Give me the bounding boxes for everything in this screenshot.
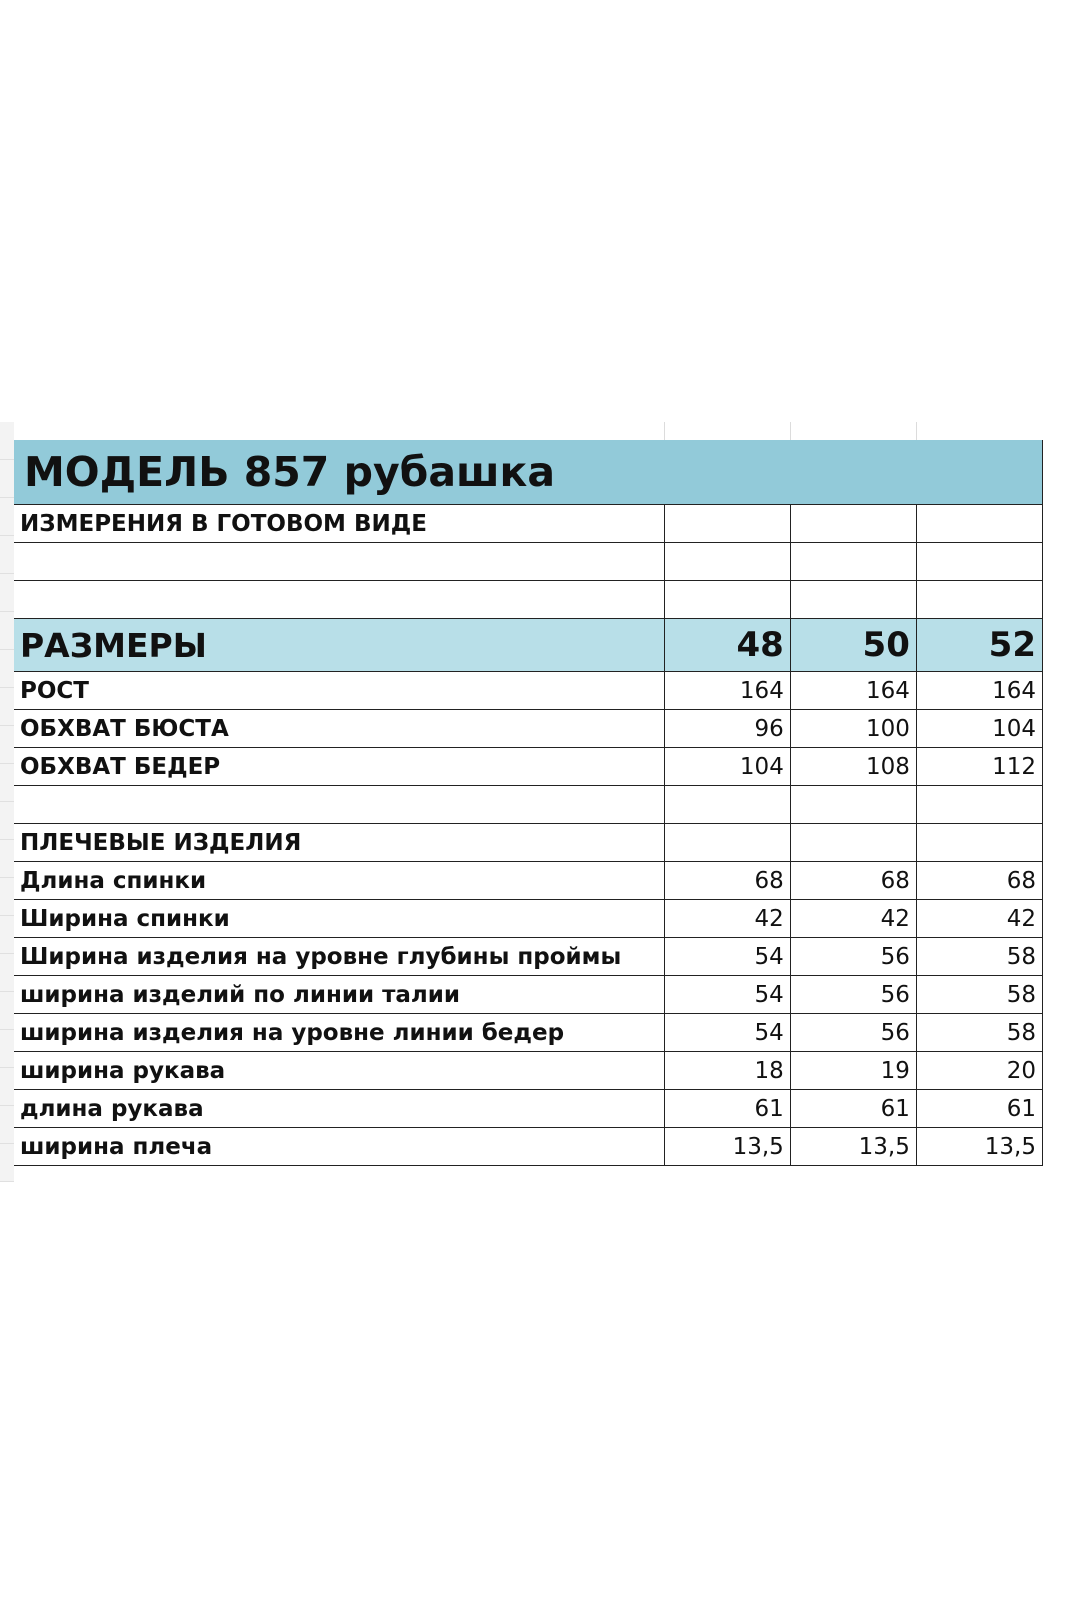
value-cell: 108	[790, 748, 916, 786]
empty-cell	[664, 786, 790, 824]
value-cell: 96	[664, 710, 790, 748]
measurement-row	[14, 1014, 1043, 1052]
measurement-row	[14, 976, 1043, 1014]
value-cell: 13,5	[790, 1128, 916, 1166]
value-cell: 19	[790, 1052, 916, 1090]
section-label: ПЛЕЧЕВЫЕ ИЗДЕЛИЯ	[14, 824, 664, 862]
empty-cell	[916, 581, 1042, 619]
value-cell: 164	[916, 672, 1042, 710]
value-cell: 104	[916, 710, 1042, 748]
empty-cell	[790, 505, 916, 543]
row-label: ширина изделия на уровне линии бедер	[14, 1014, 664, 1052]
value-cell: 58	[916, 938, 1042, 976]
value-cell: 13,5	[916, 1128, 1042, 1166]
measurement-row	[14, 1090, 1043, 1128]
row-label: ОБХВАТ БЕДЕР	[14, 748, 664, 786]
size-48: 48	[664, 619, 790, 672]
value-cell: 164	[790, 672, 916, 710]
value-cell: 42	[790, 900, 916, 938]
sizes-label: РАЗМЕРЫ	[14, 619, 664, 672]
value-cell: 56	[790, 938, 916, 976]
empty-cell	[790, 824, 916, 862]
value-cell: 56	[790, 976, 916, 1014]
value-cell: 61	[790, 1090, 916, 1128]
value-cell: 18	[664, 1052, 790, 1090]
empty-cell	[14, 786, 664, 824]
grid-line	[916, 422, 917, 442]
measurement-row	[14, 748, 1043, 786]
empty-cell	[14, 543, 664, 581]
empty-cell	[790, 543, 916, 581]
value-cell: 68	[916, 862, 1042, 900]
value-cell: 68	[664, 862, 790, 900]
value-cell: 58	[916, 976, 1042, 1014]
row-gutter	[0, 422, 14, 1182]
empty-cell	[916, 786, 1042, 824]
empty-cell	[916, 505, 1042, 543]
size-50: 50	[790, 619, 916, 672]
measurement-row	[14, 900, 1043, 938]
value-cell: 13,5	[664, 1128, 790, 1166]
value-cell: 104	[664, 748, 790, 786]
value-cell: 42	[664, 900, 790, 938]
measurement-row	[14, 710, 1043, 748]
value-cell: 58	[916, 1014, 1042, 1052]
row-label: Длина спинки	[14, 862, 664, 900]
row-label: ширина плеча	[14, 1128, 664, 1166]
subtitle: ИЗМЕРЕНИЯ В ГОТОВОМ ВИДЕ	[14, 505, 664, 543]
empty-cell	[790, 581, 916, 619]
empty-row	[14, 786, 1043, 824]
empty-cell	[664, 543, 790, 581]
empty-cell	[916, 824, 1042, 862]
value-cell: 164	[664, 672, 790, 710]
empty-cell	[14, 581, 664, 619]
value-cell: 20	[916, 1052, 1042, 1090]
value-cell: 54	[664, 976, 790, 1014]
measurement-row	[14, 1128, 1043, 1166]
grid-line	[790, 422, 791, 442]
row-label: длина рукава	[14, 1090, 664, 1128]
row-label: Ширина изделия на уровне глубины проймы	[14, 938, 664, 976]
section-row	[14, 824, 1043, 862]
size-52: 52	[916, 619, 1042, 672]
value-cell: 61	[916, 1090, 1042, 1128]
empty-cell	[790, 786, 916, 824]
empty-cell	[664, 824, 790, 862]
size-chart-sheet	[14, 440, 1043, 1166]
value-cell: 54	[664, 938, 790, 976]
empty-cell	[664, 505, 790, 543]
empty-row	[14, 543, 1043, 581]
measurement-row	[14, 862, 1043, 900]
value-cell: 54	[664, 1014, 790, 1052]
row-label: РОСТ	[14, 672, 664, 710]
size-chart-table	[14, 440, 1043, 1166]
grid-line	[664, 422, 665, 442]
sizes-header-row	[14, 619, 1043, 672]
empty-cell	[664, 581, 790, 619]
row-label: ширина рукава	[14, 1052, 664, 1090]
model-title: МОДЕЛЬ 857 рубашка	[14, 440, 1043, 505]
subtitle-row	[14, 505, 1043, 543]
row-label: ширина изделий по линии талии	[14, 976, 664, 1014]
value-cell: 42	[916, 900, 1042, 938]
value-cell: 112	[916, 748, 1042, 786]
value-cell: 61	[664, 1090, 790, 1128]
value-cell: 68	[790, 862, 916, 900]
measurement-row	[14, 672, 1043, 710]
row-label: ОБХВАТ БЮСТА	[14, 710, 664, 748]
title-row	[14, 440, 1043, 505]
empty-cell	[916, 543, 1042, 581]
row-label: Ширина спинки	[14, 900, 664, 938]
measurement-row	[14, 938, 1043, 976]
value-cell: 56	[790, 1014, 916, 1052]
empty-row	[14, 581, 1043, 619]
value-cell: 100	[790, 710, 916, 748]
measurement-row	[14, 1052, 1043, 1090]
